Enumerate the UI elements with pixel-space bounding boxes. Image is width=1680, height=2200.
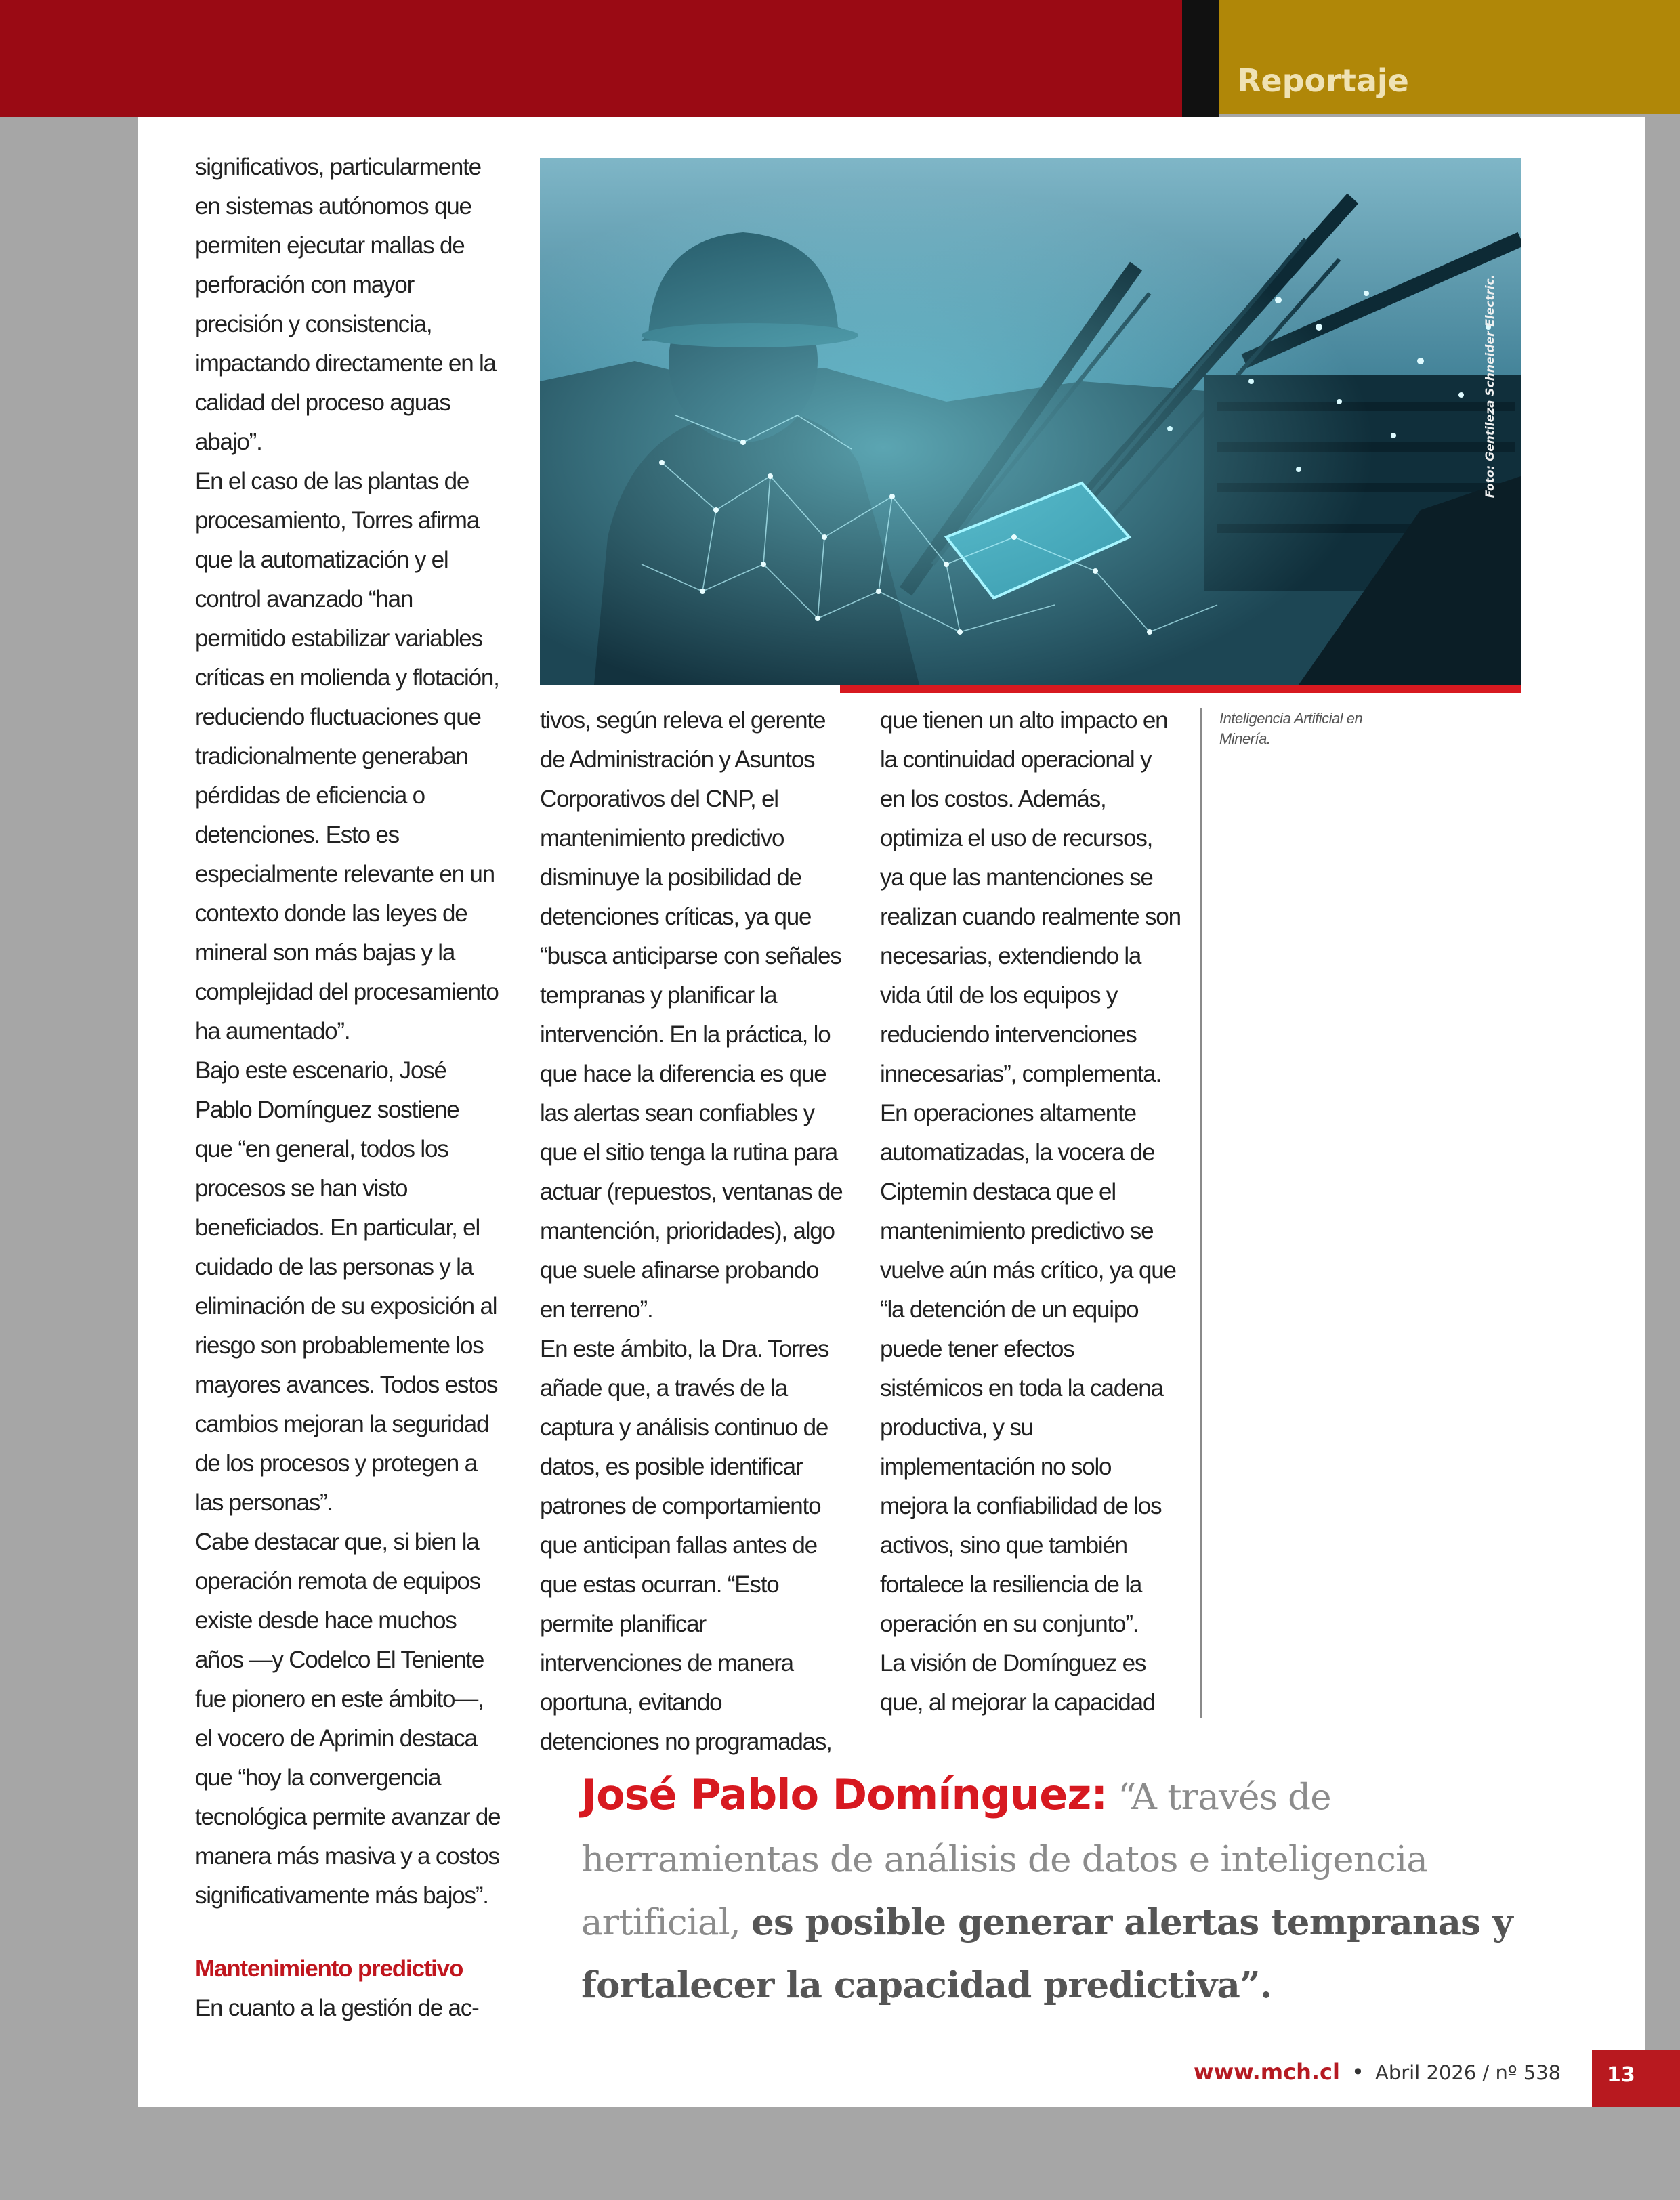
pull-quote-text: “A través de herramientas de análisis de datos e inteligencia artificial,	[581, 1777, 1428, 1943]
paragraph: En este ámbito, la Dra. Torres añade que, a través de la captura y análisis continuo de datos, es posible identificar patrones de comportamiento que anticipan fallas antes de que estas ocurran. “Esto permite planificar intervenciones de manera oportuna, evitando detenciones no programadas,	[540, 1336, 832, 1755]
article-column-3	[880, 701, 1181, 1722]
article-photo	[540, 158, 1521, 685]
footer-issue: Abril 2026 / nº 538	[1375, 2061, 1561, 2084]
paragraph: significativos, particularmente en sistemas autónomos que permiten ejecutar mallas de perforación con mayor precisión y consistencia, impactando directamente en la calidad del proceso aguas abajo”.	[195, 154, 496, 455]
pull-quote-name: José Pablo Domínguez:	[581, 1770, 1108, 1819]
paragraph: que tienen un alto impacto en la continuidad operacional y en los costos. Además, optimiza el uso de recursos, ya que las mantenciones se realizan cuando realmente son necesarias, extendiendo la vida útil de los equipos y reduciendo intervenciones innecesarias”, complementa.	[880, 707, 1181, 1087]
pull-quote-highlight: es posible generar alertas tempranas y fortalecer la capacidad predictiva”.	[581, 1901, 1513, 2006]
paragraph: Bajo este escenario, José Pablo Domínguez sostiene que “en general, todos los procesos se han visto beneficiados. En particular, el cuidado de las personas y la eliminación de su exposición al riesgo son probablemente los mayores avances. Todos estos cambios mejoran la seguridad de los procesos y protegen a las personas”.	[195, 1057, 498, 1516]
paragraph: En cuanto a la gestión de ac-	[195, 1995, 479, 2021]
header-red-bar	[0, 0, 1182, 117]
page-number-box	[1592, 2050, 1680, 2107]
paragraph: En operaciones altamente automatizadas, la vocera de Ciptemin destaca que el mantenimiento predictivo se vuelve aún más crítico, ya que “la detención de un equipo puede tener efectos sistémicos en toda la cadena productiva, y su implementación no solo mejora la confiabilidad de los activos, sino que también fortalece la resiliencia de la operación en su conjunto”.	[880, 1100, 1176, 1637]
article-column-1	[195, 148, 501, 2028]
footer-url-link[interactable]: www.mch.cl	[1194, 2059, 1340, 2085]
photo-credit: Foto: Gentileza Schneider Electric.	[1484, 274, 1497, 499]
header-black-bar	[1182, 0, 1219, 117]
photo-accent-bar	[840, 685, 1521, 693]
article-column-2	[540, 701, 843, 1762]
footer-separator: •	[1351, 2059, 1364, 2085]
section-subhead: Mantenimiento predictivo	[195, 1955, 463, 1982]
paragraph: En el caso de las plantas de procesamiento, Torres afirma que la automatización y el control avanzado “han permitido estabilizar variables críticas en molienda y flotación, reduciendo fluctuaciones que tradicionalmente generaban pérdidas de eficiencia o detenciones. Esto es especialmente relevante en un contexto donde las leyes de mineral son más bajas y la complejidad del procesamiento ha aumentado”.	[195, 468, 499, 1044]
paragraph: Cabe destacar que, si bien la operación remota de equipos existe desde hace muchos años —y Codelco El Teniente fue pionero en este ámbito—, el vocero de Aprimin destaca que “hoy la convergencia tecnológica permite avanzar de manera más masiva y a costos significativamente más bajos”.	[195, 1529, 501, 1909]
column-divider	[1200, 708, 1202, 1718]
paragraph: La visión de Domínguez es que, al mejorar la capacidad	[880, 1650, 1156, 1716]
page-number: 13	[1607, 2063, 1635, 2087]
section-label: Reportaje	[1237, 62, 1409, 99]
photo-caption: Inteligencia Artificial en Minería.	[1219, 710, 1363, 747]
pull-quote	[581, 1764, 1516, 2017]
paragraph: tivos, según releva el gerente de Administración y Asuntos Corporativos del CNP, el mantenimiento predictivo disminuye la posibilidad de detenciones críticas, ya que “busca anticiparse con señales tempranas y planificar la intervención. En la práctica, lo que hace la diferencia es que las alertas sean confiables y que el sitio tenga la rutina para actuar (repuestos, ventanas de mantención, prioridades), algo que suele afinarse probando en terreno”.	[540, 707, 843, 1323]
